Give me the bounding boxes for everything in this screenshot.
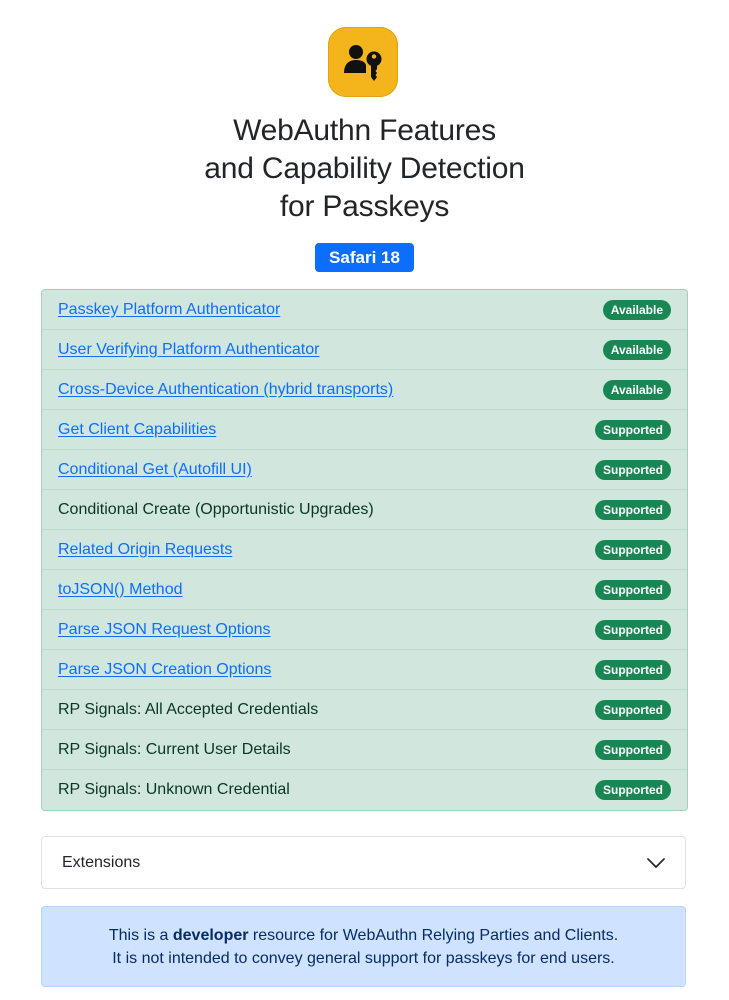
notice-emphasis: developer	[172, 927, 249, 944]
browser-badge: Safari 18	[315, 243, 414, 272]
feature-row	[42, 330, 687, 370]
feature-row	[42, 770, 687, 810]
status-badge: Available	[603, 380, 671, 400]
feature-row	[42, 610, 687, 650]
notice-line-2: It is not intended to convey general support for passkeys for end users.	[112, 950, 615, 967]
page-title	[0, 112, 729, 226]
feature-link[interactable]: Passkey Platform Authenticator	[58, 300, 281, 318]
feature-link[interactable]: Related Origin Requests	[58, 540, 233, 558]
feature-link[interactable]: Parse JSON Creation Options	[58, 660, 272, 678]
extensions-accordion[interactable]	[41, 836, 686, 889]
feature-row	[42, 490, 687, 530]
feature-label: RP Signals: Current User Details	[58, 740, 291, 758]
status-badge: Supported	[595, 740, 671, 760]
feature-label: RP Signals: All Accepted Credentials	[58, 700, 319, 718]
feature-label: Conditional Create (Opportunistic Upgrades)	[58, 500, 374, 518]
feature-link[interactable]: Cross-Device Authentication (hybrid transports)	[58, 380, 394, 398]
feature-link[interactable]: Parse JSON Request Options	[58, 620, 271, 638]
status-badge: Supported	[595, 460, 671, 480]
extensions-label: Extensions	[62, 853, 141, 871]
status-badge: Supported	[595, 620, 671, 640]
feature-row	[42, 290, 687, 330]
user-key-icon	[338, 37, 388, 87]
status-badge: Supported	[595, 780, 671, 800]
status-badge: Supported	[595, 420, 671, 440]
feature-row	[42, 530, 687, 570]
title-line-3: for Passkeys	[279, 190, 450, 223]
feature-row	[42, 370, 687, 410]
status-badge: Supported	[595, 500, 671, 520]
developer-notice	[41, 906, 686, 987]
feature-row	[42, 650, 687, 690]
feature-link[interactable]: Conditional Get (Autofill UI)	[58, 460, 252, 478]
notice-line-1: This is a developer resource for WebAuthn Relying Parties and Clients.	[108, 927, 619, 944]
status-badge: Available	[603, 300, 671, 320]
status-badge: Available	[603, 340, 671, 360]
title-line-2: and Capability Detection	[204, 152, 525, 185]
status-badge: Supported	[595, 660, 671, 680]
feature-row	[42, 730, 687, 770]
feature-label: RP Signals: Unknown Credential	[58, 781, 290, 798]
feature-link[interactable]: toJSON() Method	[58, 580, 183, 598]
feature-row	[42, 570, 687, 610]
status-badge: Supported	[595, 580, 671, 600]
status-badge: Supported	[595, 700, 671, 720]
title-line-1: WebAuthn Features	[233, 114, 496, 147]
feature-row	[42, 690, 687, 730]
status-badge: Supported	[595, 540, 671, 560]
feature-link[interactable]: User Verifying Platform Authenticator	[58, 340, 320, 358]
feature-row	[42, 410, 687, 450]
feature-row	[42, 450, 687, 490]
chevron-down-icon	[647, 857, 665, 869]
feature-link[interactable]: Get Client Capabilities	[58, 420, 217, 438]
feature-list	[41, 289, 688, 811]
app-logo	[328, 27, 398, 97]
